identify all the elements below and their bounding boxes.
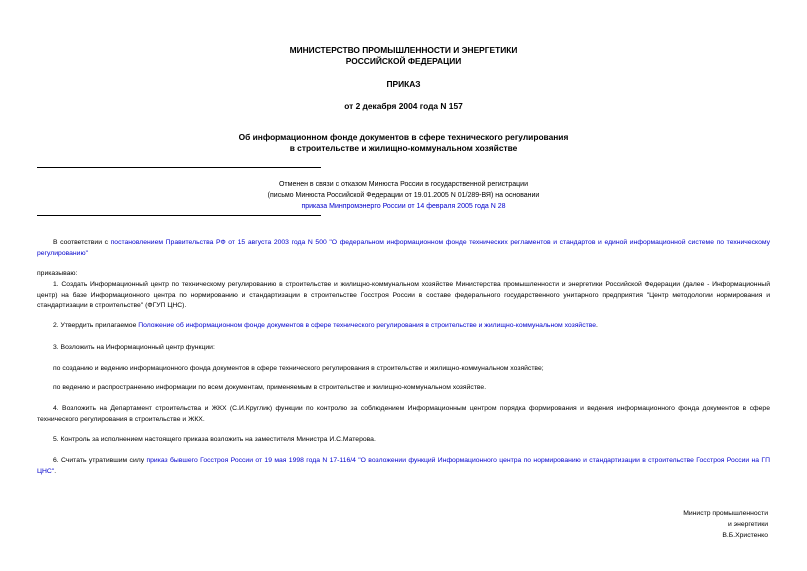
paragraph-2-text: 2. Утвердить прилагаемое <box>53 322 139 329</box>
government-decree-link[interactable]: постановлением Правительства РФ от 15 августа 2003 года N 500 "О федеральном информационном фонде технических регламентов и стандартов и единой информационной системе по техническому регулированию" <box>37 239 770 257</box>
paragraph-1: 1. Создать Информационный центр по техническому регулированию в строительстве и жилищно-коммунальном хозяйстве Министерства промышленности и энергетики Российской Федерации (далее - Информационный центр) на базе Информационного центра по нормированию и стандартизации в строительстве Госстроя России в составе федерального государственного унитарного предприятия "Центр методологии нормирования и стандартизации в строительстве" (ФГУП ЦНС). <box>37 281 770 309</box>
regulation-link[interactable]: Положение об информационном фонде документов в сфере технического регулирования в строительстве и жилищно-коммунальном хозяйстве <box>138 322 597 329</box>
bottom-divider <box>37 215 321 216</box>
paragraph-2 <box>37 321 770 332</box>
document-type: ПРИКАЗ <box>386 79 421 89</box>
ministry-line-2: РОССИЙСКОЙ ФЕДЕРАЦИИ <box>345 56 462 66</box>
paragraph-3a: по созданию и ведению информационного фонда документов в сфере технического регулирования в строительстве и жилищно-коммунальном хозяйстве; <box>53 365 544 372</box>
paragraph-6-end: . <box>54 467 57 475</box>
document-title-line-1: Об информационном фонде документов в сфере технического регулирования <box>238 132 569 142</box>
notice-line-2: (письмо Минюста Российской Федерации от 19.01.2005 N 01/289-ВЯ) на основании <box>267 192 540 199</box>
paragraph-5: 5. Контроль за исполнением настоящего приказа возложить на заместителя Министра И.С.Матерова. <box>53 436 376 443</box>
top-divider <box>37 167 321 168</box>
notice-link-line <box>0 201 807 212</box>
gosstroy-order-link[interactable]: приказ бывшего Госстроя России от 19 мая 1998 года N 17-116/4 "О возложении функций Информационного центра по нормированию и стандартизации в строительстве Госстроя России на ГП ЦНС" <box>37 457 770 475</box>
intro-paragraph <box>37 238 770 259</box>
paragraph-6 <box>37 456 770 477</box>
cancellation-order-link[interactable]: приказа Минпромэнерго России от 14 февраля 2005 года N 28 <box>301 203 506 210</box>
notice-line-1: Отменен в связи с отказом Минюста России в государственной регистрации <box>278 181 528 188</box>
signature-name: В.Б.Христенко <box>722 532 768 539</box>
intro-text: В соответствии с <box>53 239 111 246</box>
ministry-line-1: МИНИСТЕРСТВО ПРОМЫШЛЕННОСТИ И ЭНЕРГЕТИКИ <box>289 45 518 55</box>
paragraph-3b: по ведению и распространению информации по всем документам, применяемым в строительстве и жилищно-коммунальном хозяйстве. <box>53 384 487 391</box>
signature-line-2: и энергетики <box>727 521 768 528</box>
paragraph-4: 4. Возложить на Департамент строительства и ЖКХ (С.И.Круглик) функции по контролю за соблюдением Информационным центром порядка формирования и ведения информационного фонда документов в сфере технического регулирования в строительстве и ЖКХ. <box>37 405 770 423</box>
paragraph-6-text: 6. Считать утратившим силу <box>53 457 147 464</box>
paragraph-3: 3. Возложить на Информационный центр функции: <box>53 344 215 351</box>
document-date-number: от 2 декабря 2004 года N 157 <box>344 101 463 111</box>
order-word: приказываю: <box>37 270 78 277</box>
paragraph-2-end: . <box>596 322 598 329</box>
document-title-line-2: в строительстве и жилищно-коммунальном хозяйстве <box>289 143 518 153</box>
signature-line-1: Министр промышленности <box>683 510 768 517</box>
